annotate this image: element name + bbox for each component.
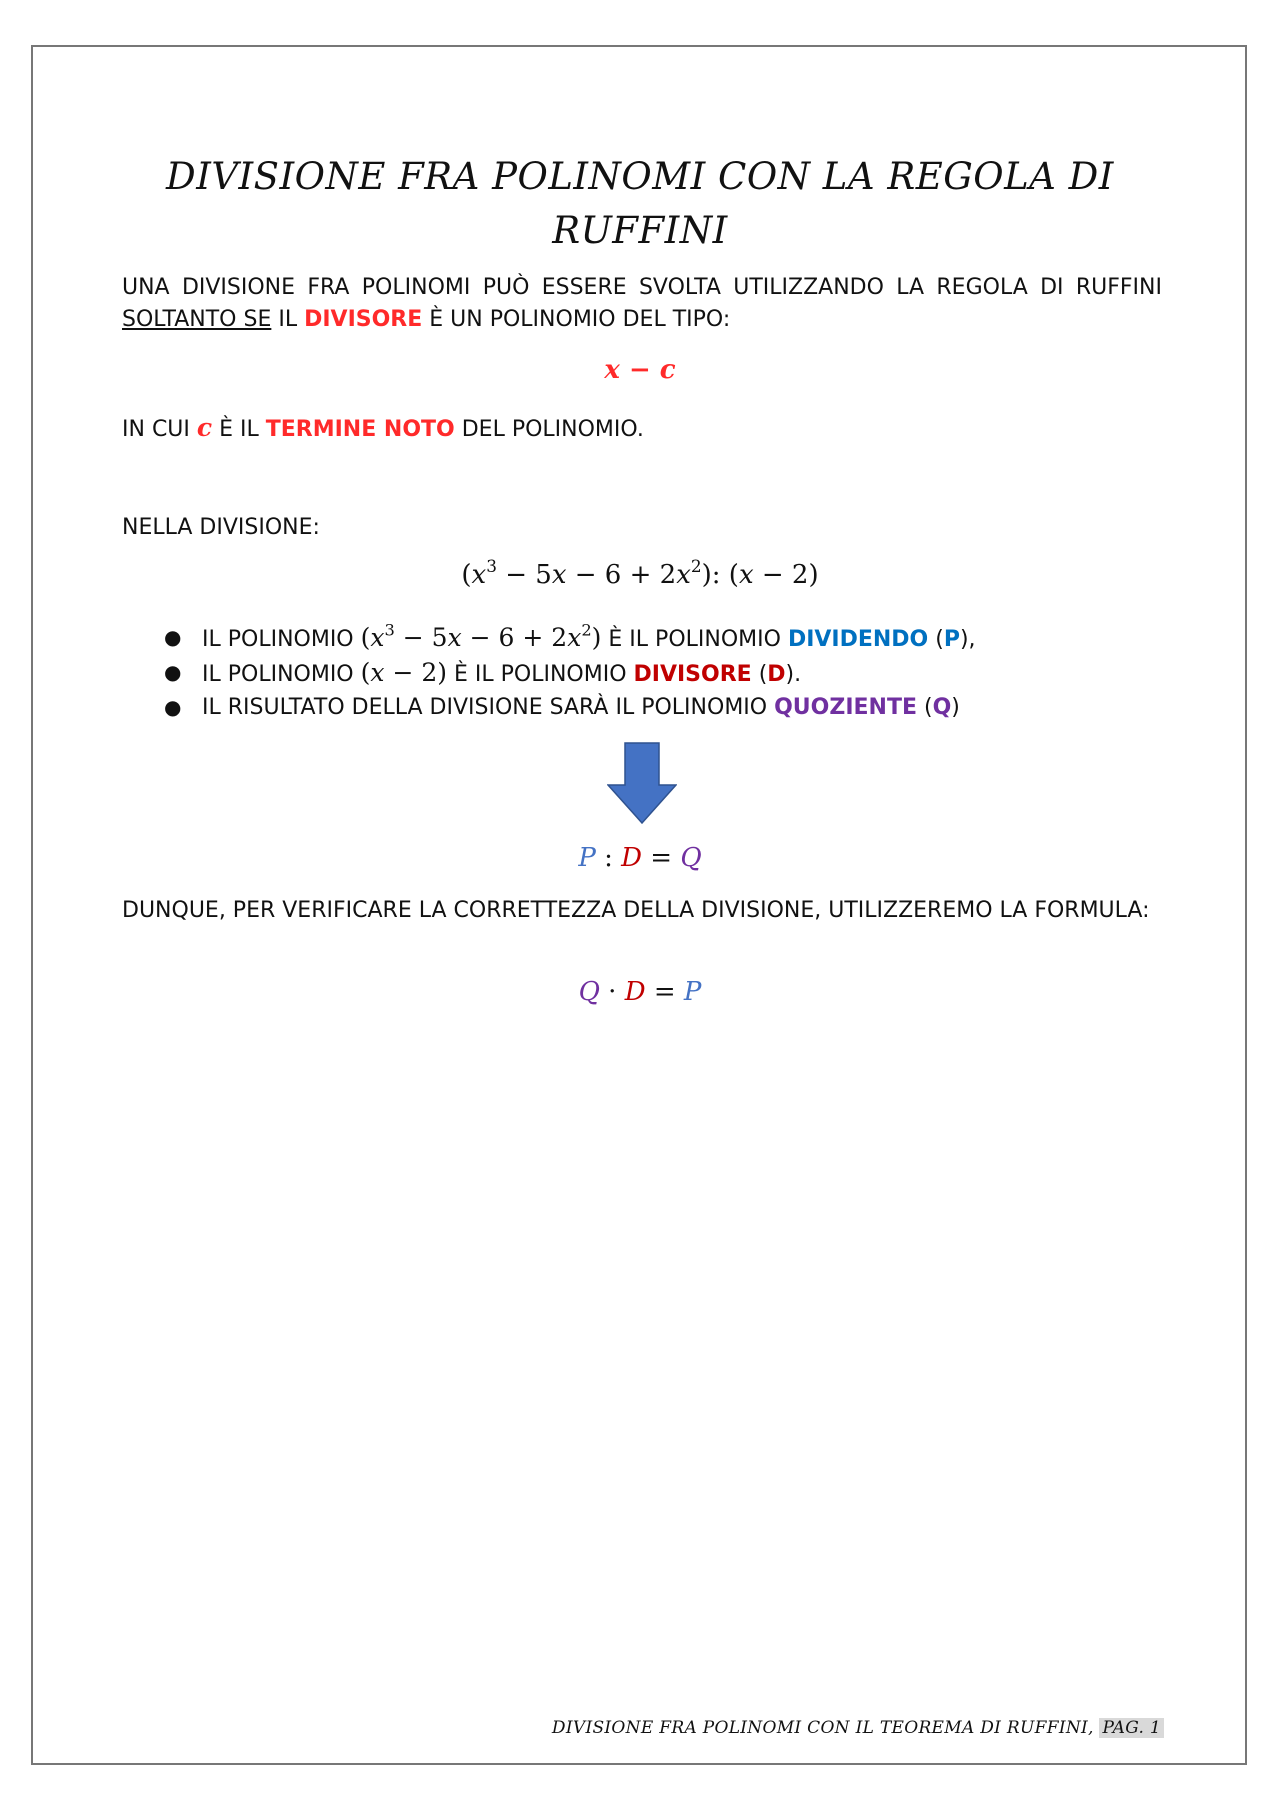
b3-paren-open: ( (917, 695, 933, 720)
df-x2: x (551, 560, 567, 590)
b2-open: ( (360, 658, 371, 687)
down-arrow-icon (607, 742, 677, 824)
page-number: PAG. 1 (1099, 1718, 1164, 1738)
list-item (122, 655, 1182, 690)
df-rest2: − 6 + 2 (566, 560, 677, 590)
b1-letter-p: P (943, 627, 960, 652)
b2-prefix: IL POLINOMIO (202, 662, 361, 687)
pdq-equals: = (642, 843, 681, 873)
b1-close: ) (591, 623, 602, 652)
term-note-text-1: IN CUI (122, 417, 197, 442)
term-note-text-3: DEL POLINOMIO. (454, 417, 644, 442)
title-line-1: DIVISIONE FRA POLINOMI CON LA REGOLA DI (166, 155, 1114, 198)
b1-exp2: 2 (581, 620, 592, 640)
intro-divisore: DIVISORE (304, 307, 423, 332)
df-rest1: − 5 (496, 560, 552, 590)
df-x3: x (676, 560, 691, 590)
b2-letter-d: D (767, 662, 786, 687)
b1-middle: È IL POLINOMIO (601, 627, 788, 652)
page-footer (552, 1718, 1164, 1738)
list-item (122, 620, 1182, 655)
bullet-dot-icon: ● (164, 695, 182, 719)
b2-paren-close: ). (785, 662, 802, 687)
b2-math (361, 658, 447, 687)
qdp-p: P (683, 977, 702, 1007)
b1-exp3: 3 (384, 620, 395, 640)
formula-minus: − (619, 355, 660, 385)
formula-x-minus-c (120, 355, 1160, 385)
b1-prefix: IL POLINOMIO (202, 627, 361, 652)
division-formula (120, 556, 1160, 590)
qdp-q: Q (578, 977, 600, 1007)
b1-x2: x (447, 623, 462, 652)
b1-x1: x (370, 623, 385, 652)
df-open: ( (461, 560, 472, 590)
verifica-paragraph: DUNQUE, PER VERIFICARE LA CORRETTEZZA DELLA DIVISIONE, UTILIZZEREMO LA FORMULA: (122, 898, 1150, 923)
b2-paren-open: ( (751, 662, 768, 687)
intro-text-1: UNA DIVISIONE FRA POLINOMI PUÒ ESSERE SVOLTA UTILIZZANDO LA REGOLA DI RUFFINI (122, 275, 1162, 300)
intro-text-3: È UN POLINOMIO DEL TIPO: (422, 307, 731, 332)
b3-paren-close: ) (951, 695, 960, 720)
list-item (122, 690, 1182, 725)
term-note-highlight: TERMINE NOTO (265, 417, 455, 442)
bullet-dot-icon: ● (164, 625, 182, 649)
b3-quoziente: QUOZIENTE (774, 695, 917, 720)
footer-text: DIVISIONE FRA POLINOMI CON IL TEOREMA DI RUFFINI, (551, 1718, 1100, 1738)
title-line-2: RUFFINI (552, 209, 728, 252)
bullet-list (122, 620, 1182, 725)
qdp-dot: · (599, 977, 625, 1007)
b2-rest: − 2) (384, 658, 447, 687)
df-close: ): ( (701, 560, 739, 590)
df-x4: x (738, 560, 754, 590)
b2-x: x (370, 658, 385, 687)
b3-prefix: IL RISULTATO DELLA DIVISIONE SARÀ IL POLINOMIO (202, 695, 775, 720)
formula-c: c (659, 355, 676, 385)
intro-paragraph (122, 272, 1162, 336)
b2-divisore: DIVISORE (633, 662, 752, 687)
b3-letter-q: Q (932, 695, 952, 720)
intro-underlined: SOLTANTO SE (122, 307, 272, 332)
b1-paren-close: ), (959, 627, 976, 652)
df-x1: x (471, 560, 487, 590)
formula-x: x (604, 355, 620, 385)
pdq-d: D (621, 843, 642, 873)
pdq-q: Q (680, 843, 702, 873)
page-title (120, 150, 1160, 258)
term-note-text-2: È IL (212, 417, 266, 442)
df-exp2: 2 (690, 556, 702, 577)
nella-divisione-label: NELLA DIVISIONE: (122, 515, 320, 540)
df-exp3: 3 (486, 556, 497, 577)
b1-x3: x (567, 623, 582, 652)
b1-open: ( (360, 623, 371, 652)
formula-p-d-q (120, 843, 1160, 873)
df-rest3: − 2) (753, 560, 819, 590)
term-note-paragraph (122, 412, 1162, 446)
b1-paren-open: ( (928, 627, 944, 652)
pdq-colon: : (595, 843, 622, 873)
qdp-equals: = (645, 977, 684, 1007)
term-note-c: c (196, 413, 213, 442)
b1-math (360, 620, 602, 652)
pdq-p: P (578, 843, 596, 873)
intro-text-2: IL (271, 307, 305, 332)
qdp-d: D (624, 977, 646, 1007)
formula-q-d-p (120, 977, 1160, 1007)
b1-dividendo: DIVIDENDO (787, 627, 929, 652)
b1-m1: − 5 (394, 623, 448, 652)
b2-middle: È IL POLINOMIO (447, 662, 634, 687)
b1-m2: − 6 + 2 (461, 623, 568, 652)
bullet-dot-icon: ● (164, 660, 182, 684)
